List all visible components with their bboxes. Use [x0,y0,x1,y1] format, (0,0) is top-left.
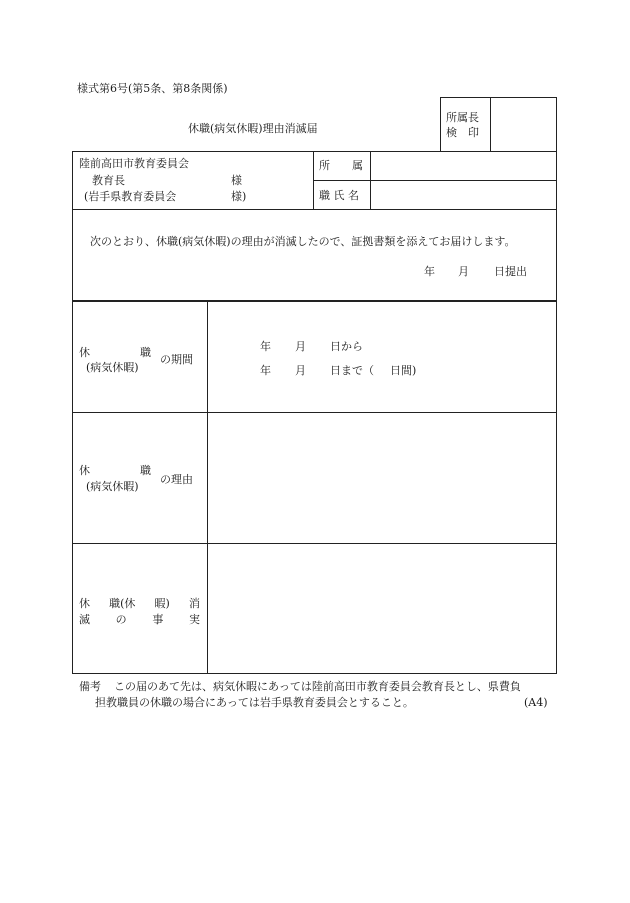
approval-box-left [440,97,441,151]
fact-label-1-char-2: 職(休 [109,597,136,610]
reason-label-sub: (病気休暇) [86,480,139,493]
period-row-bottom [72,412,557,413]
form-reference: 様式第6号(第5条、第8条関係) [77,82,228,95]
fact-label-1-char-4: 消 [188,597,200,610]
approval-box-right [556,97,557,151]
applicant-divider-mid [313,180,557,181]
fact-label-2-char-2: の [115,613,127,626]
period-label-char-1: 休 [79,346,90,359]
fact-label-line1 [79,598,200,609]
remarks-line1: この届のあて先は、病気休暇にあっては陸前高田市教育委員会教育長とし、県費負 [114,680,521,693]
affiliation-label: 所 属 [319,159,363,172]
fact-input-area[interactable] [209,545,555,672]
statement-text: 次のとおり、休職(病気休暇)の理由が消滅したので、証拠書類を添えてお届けします。 [90,235,516,248]
period-from-day: 日から [330,340,363,353]
frame-bottom [72,673,557,674]
addressee-honorific: 様 [231,174,242,187]
period-days: 日間) [390,364,417,377]
period-from-month: 月 [295,340,306,353]
name-label: 職 氏 名 [319,189,359,202]
addressee-line1: 陸前高田市教育委員会 [79,157,189,170]
period-from-year: 年 [260,340,271,353]
reason-label-char-2: 職 [140,464,151,477]
period-label-char-2: 職 [140,346,151,359]
statement-bottom-line [72,300,557,302]
frame-top [72,151,557,152]
affiliation-field[interactable] [372,153,555,179]
fact-label-line2 [79,614,200,625]
period-input-area[interactable] [209,303,555,411]
fact-label-2-char-4: 実 [188,613,200,626]
addressee-alt-honorific: 様) [231,190,247,203]
period-label-main [79,347,151,358]
approval-stamp-area[interactable] [491,98,556,150]
reason-label-main [79,465,151,476]
label-column-divider [207,301,208,673]
approval-label-2: 検 印 [446,126,479,139]
submit-month: 月 [458,265,469,278]
addressee-bottom-line [72,209,557,210]
reason-label-suffix: の理由 [160,473,193,486]
reason-label-char-1: 休 [79,464,90,477]
period-label-suffix: の期間 [160,353,193,366]
reason-input-area[interactable] [209,414,555,542]
paper-size: (A4) [524,696,548,709]
submit-year: 年 [424,265,435,278]
reason-row-bottom [72,543,557,544]
remarks-label: 備考 [79,680,101,693]
remarks-line2: 担教職員の休職の場合にあっては岩手県教育委員会とすること。 [95,696,414,709]
period-label-sub: (病気休暇) [86,361,139,374]
form-title: 休職(病気休暇)理由消滅届 [188,122,318,135]
name-field[interactable] [372,182,555,208]
addressee-alt-org: (岩手県教育委員会 [84,190,177,203]
fact-label-2-char-1: 滅 [79,613,90,626]
addressee-title: 教育長 [92,174,125,187]
period-to-day: 日まで（ [330,364,374,377]
period-to-month: 月 [295,364,306,377]
submit-day: 日提出 [494,265,527,278]
approval-label-1: 所属長 [446,111,479,124]
period-to-year: 年 [260,364,271,377]
fact-label-1-char-1: 休 [79,597,90,610]
fact-label-2-char-3: 事 [152,613,164,626]
fact-label-1-char-3: 暇) [154,597,170,610]
